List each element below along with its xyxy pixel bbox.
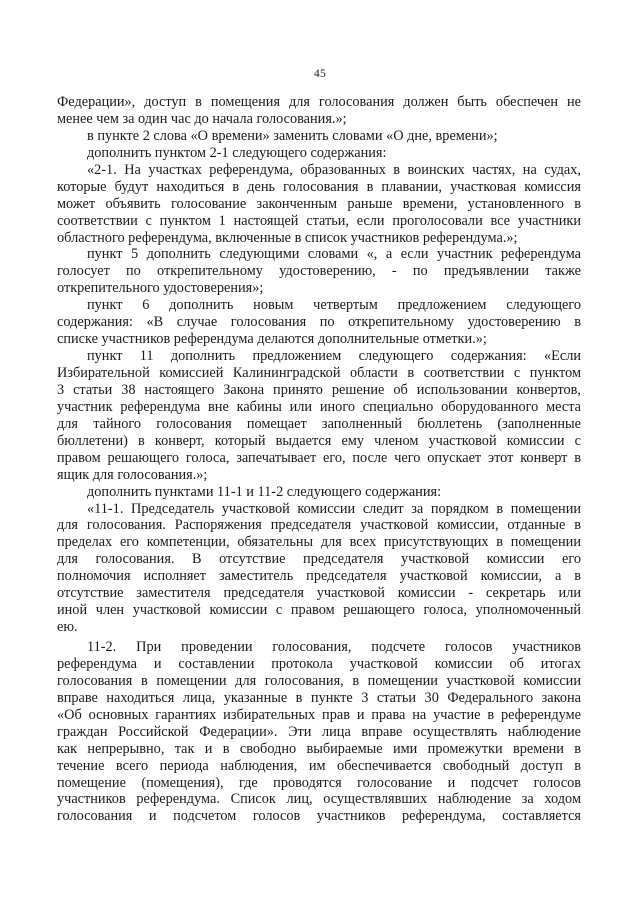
text-line: для голосования. В отсутствие председателя участковой комиссии его — [57, 551, 581, 568]
page-number: 45 — [313, 68, 327, 80]
text-line: как непрерывно, так и в свободно выбираемые ими промежутки времени в — [57, 740, 581, 757]
text-line: ящик для голосования.»; — [57, 466, 208, 483]
text-line: течение всего периода наблюдения, им обеспечивается свободный доступ в — [57, 757, 581, 774]
text-line: для голосования. Распоряжения председателя участковой комиссии, отданные в — [57, 517, 581, 534]
text-line: «11-1. Председатель участковой комиссии следит за порядком в помещении — [87, 500, 581, 517]
text-line: голосования и подсчетом голосов участников референдума, составляется — [57, 808, 581, 825]
text-line: которые будут находиться в день голосования в плавании, участковая комиссия — [57, 178, 581, 195]
text-line: правом решающего голоса, запечатывает его, после чего опускает этот конверт в — [57, 449, 581, 466]
text-line: 3 статьи 38 настоящего Закона принято решение об использовании конвертов, — [57, 381, 581, 398]
text-line: пункт 6 дополнить новым четвертым предложением следующего — [87, 297, 581, 314]
text-line: Федерации», доступ в помещения для голосования должен быть обеспечен не — [57, 94, 581, 110]
text-line: может объявить голосование законченным раньше времени, установленного в — [57, 195, 581, 212]
text-line: референдума и составлении протокола участковой комиссии об итогах — [57, 655, 581, 672]
text-line: отсутствие заместителя председателя участковой комиссии - секретарь или — [57, 585, 581, 602]
text-line: открепительного удостоверения»; — [57, 280, 264, 297]
text-line: голосования в помещении для голосования, в помещении участковой комиссии — [57, 672, 581, 689]
text-line: участник референдума вне кабины или иного специально оборудованного места — [57, 398, 581, 415]
text-line: дополнить пунктами 11-1 и 11-2 следующего содержания: — [87, 483, 442, 500]
text-line: пункт 5 дополнить следующими словами «, а если участник референдума — [87, 246, 581, 263]
text-line: участников референдума. Список лиц, осуществлявших наблюдение за ходом — [57, 791, 581, 808]
text-line: Избирательной комиссией Калининградской области в соответствии с пунктом — [57, 365, 581, 381]
text-line: вправе находиться лица, указанные в пункте 3 статьи 30 Федерального закона — [57, 689, 581, 706]
text-line: голосует по открепительному удостоверению, - по предъявлении также — [57, 263, 581, 280]
text-line: иной член участковой комиссии с правом решающего голоса, уполномоченный — [57, 602, 581, 619]
document-body — [57, 94, 581, 825]
text-line: пункт 11 дополнить предложением следующего содержания: «Если — [87, 348, 581, 365]
text-line: ею. — [57, 619, 78, 636]
text-line: областного референдума, включенные в список участников референдума.»; — [57, 229, 518, 246]
text-line: «2-1. На участках референдума, образованных в воинских частях, на судах, — [87, 161, 581, 178]
text-line: полномочия исполняет заместитель председателя участковой комиссии, а в — [57, 568, 581, 585]
text-line: граждан Российской Федерации». Эти лица вправе осуществлять наблюдение — [57, 723, 581, 740]
text-line: соответствии с пунктом 1 настоящей статьи, если проголосовали все участники — [57, 212, 581, 229]
text-line: 11-2. При проведении голосования, подсчете голосов участников — [87, 639, 581, 655]
text-line: помещение (помещения), где проводятся голосование и подсчет голосов — [57, 774, 581, 791]
text-line: «Об основных гарантиях избирательных прав и права на участие в референдуме — [57, 706, 581, 723]
text-line: списке участников референдума делаются дополнительные отметки.»; — [57, 331, 487, 348]
text-line: бюллетени) в конверт, который выдается ему членом участковой комиссии с — [57, 432, 581, 449]
text-line: дополнить пунктом 2-1 следующего содержания: — [87, 144, 387, 161]
text-line: содержания: «В случае голосования по открепительному удостоверению в — [57, 314, 581, 331]
text-line: для тайного голосования помещает заполненный бюллетень (заполненные — [57, 415, 581, 432]
text-line: пределах его компетенции, обязательны для всех присутствующих в помещении — [57, 534, 581, 551]
text-line: в пункте 2 слова «О времени» заменить словами «О дне, времени»; — [87, 127, 498, 144]
text-line: менее чем за один час до начала голосования.»; — [57, 110, 347, 127]
